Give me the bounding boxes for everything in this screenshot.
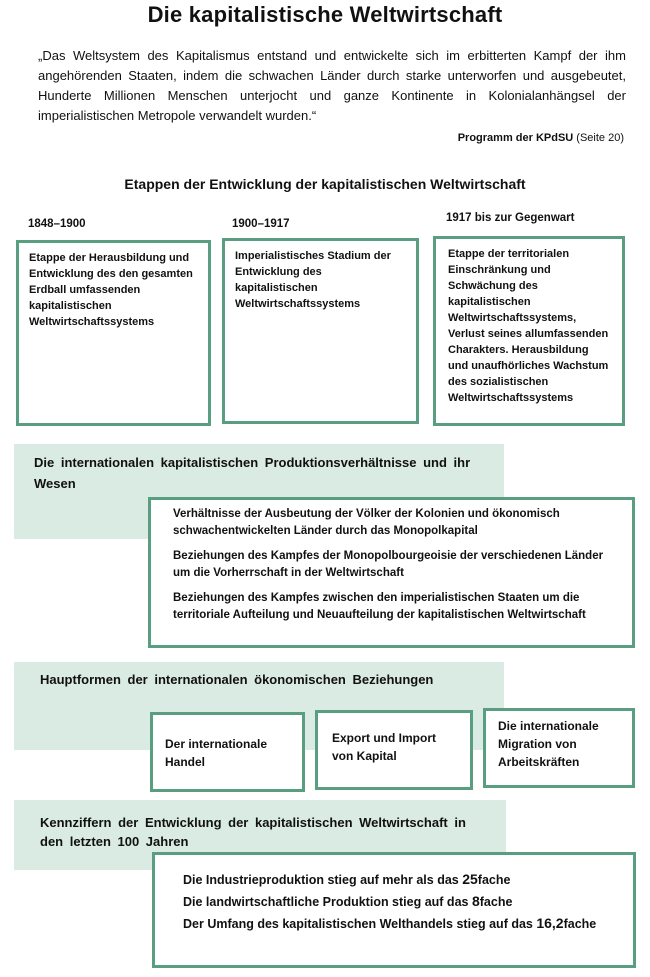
relations-heading: Die internationalen kapitalistischen Produktionsverhältnisse und ihr Wesen (34, 455, 471, 491)
stage-box-2 (222, 238, 419, 424)
relations-list (173, 506, 618, 623)
form-box-2 (315, 710, 473, 790)
forms-heading: Hauptformen der internationalen ökonomischen Beziehungen (40, 672, 434, 687)
form-box-3 (483, 708, 635, 788)
form-item-1: Der internationale Handel (165, 737, 268, 769)
quote-source (458, 132, 624, 144)
indicator-item-2 (183, 891, 621, 913)
form-box-1 (150, 712, 305, 792)
indicators-heading: Kennziffern der Entwicklung der kapitalistischen Weltwirtschaft in den letzten 100 Jahren (40, 815, 466, 849)
indicator-text-1: Die Industrieproduktion stieg auf mehr als das (183, 873, 463, 887)
stage-period-1: 1848–1900 (28, 218, 86, 230)
indicator-suffix-2: fache (479, 895, 513, 909)
relation-item-2: Beziehungen des Kampfes der Monopolbourgeoisie der verschiedenen Länder um die Vorherrschaft in der Weltwirtschaft (173, 550, 604, 579)
relation-item-1: Verhältnisse der Ausbeutung der Völker der Kolonien und ökonomisch schwachentwickelten Länder durch das Monopolkapital (173, 508, 560, 537)
indicator-value-2: 8 (471, 893, 480, 909)
indicator-value-3: 16,2 (536, 915, 564, 931)
indicator-text-3: Der Umfang des kapitalistischen Welthandels stieg auf das (183, 917, 537, 931)
source-name: Programm der KPdSU (457, 132, 574, 144)
source-page: (Seite 20) (576, 132, 624, 144)
stage-text-3: Etappe der territorialen Einschränkung und Schwächung des kapitalistischen Weltwirtschaftssystems, Verlust seines allumfassenden Charakters. Herausbildung und unaufhörliches Wachstum des sozialistischen Weltwirtschaftssystems (448, 248, 609, 404)
indicator-item-3 (183, 913, 621, 935)
stage-period-3: 1917 bis zur Gegenwart (446, 212, 575, 224)
indicator-suffix-1: fache (477, 873, 511, 887)
stage-text-1: Etappe der Herausbildung und Entwicklung des den gesamten Erdball umfassenden kapitalistischen Weltwirtschaftssystems (29, 252, 193, 328)
relation-item-3: Beziehungen des Kampfes zwischen den imperialistischen Staaten um die territoriale Aufteilung und Neuaufteilung der kapitalistischen Weltwirtschaft (173, 592, 586, 621)
quote-paragraph: „Das Weltsystem des Kapitalismus entstand und entwickelte sich im erbitterten Kampf der ihm angehörenden Staaten, indem die schwachen Länder durch starke unterworfen und ausgebeutet, Hunderte Millionen Menschen unterjocht und ganze Kontinente in Kolonialanhängsel der imperialistischen Metropole verwandelt wurden.“ (38, 48, 626, 123)
indicator-value-1: 25 (462, 871, 478, 887)
page-title: Die kapitalistische Weltwirtschaft (147, 2, 503, 27)
stages-heading: Etappen der Entwicklung der kapitalistischen Weltwirtschaft (124, 176, 526, 192)
stage-text-2: Imperialistisches Stadium der Entwicklung des kapitalistischen Weltwirtschaftssystems (235, 250, 391, 310)
indicator-text-2: Die landwirtschaftliche Produktion stieg auf das (183, 895, 472, 909)
stage-period-2: 1900–1917 (232, 218, 290, 230)
indicators-box (152, 852, 636, 968)
form-item-3: Die internationale Migration von Arbeitskräften (498, 719, 599, 769)
stage-box-1 (16, 240, 211, 426)
stage-box-3 (433, 236, 625, 426)
relations-box (148, 497, 635, 648)
indicator-suffix-3: fache (563, 917, 597, 931)
form-item-2: Export und Import von Kapital (332, 731, 436, 763)
indicators-list (183, 869, 621, 935)
indicator-item-1 (183, 869, 621, 891)
